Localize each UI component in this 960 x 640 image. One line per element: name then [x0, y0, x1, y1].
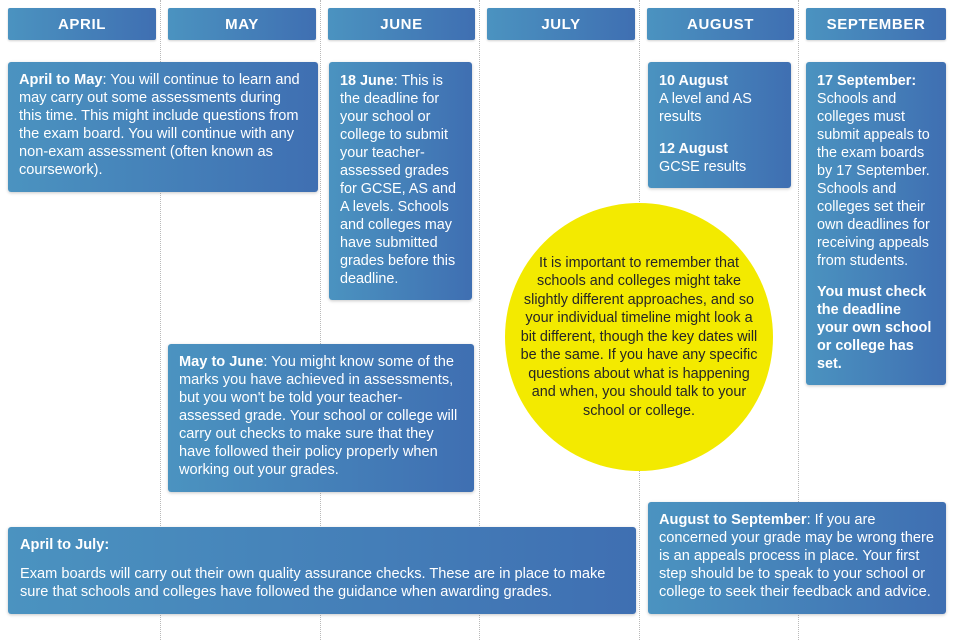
card-april-to-july-body: Exam boards will carry out their own quality assurance checks. These are in place to make sure that schools and colleges have followed the guidance when awarding grades.	[20, 565, 606, 600]
month-header-july	[487, 8, 635, 40]
card-august-to-september	[648, 502, 946, 614]
card-may-to-june-body: : You might know some of the marks you have achieved in assessments, but you won't be told your teacher-assessed grade. Your school or college will carry out checks to make sure that they have followed their policy properly when working out your grades.	[179, 354, 458, 478]
month-header-september	[806, 8, 946, 40]
month-header-august	[647, 8, 794, 40]
card-may-to-june	[168, 344, 474, 492]
card-17-september-emphasis: You must check the deadline your own school or college has set.	[817, 284, 932, 372]
card-august-results	[648, 62, 791, 188]
card-april-to-may-body: : You will continue to learn and may carry out some assessments during this time. This might include questions from the exam board. You will continue with any non-exam assessment (often known as coursework).	[19, 72, 300, 178]
card-april-to-july	[8, 527, 636, 614]
month-label-may: MAY	[225, 15, 259, 33]
card-18-june-lead: 18 June	[340, 73, 394, 89]
card-august-lead-2: 12 August	[659, 141, 729, 157]
month-header-may	[168, 8, 316, 40]
month-header-april	[8, 8, 156, 40]
card-17-september-lead: 17 September:	[817, 73, 917, 89]
card-august-block-1	[659, 72, 780, 126]
card-april-to-may-lead: April to May	[19, 72, 103, 88]
card-17-september-text	[817, 72, 935, 270]
card-18-june	[329, 62, 472, 300]
card-may-to-june-text	[179, 354, 463, 480]
card-april-to-july-lead: April to July:	[20, 537, 110, 553]
card-18-june-body: : This is the deadline for your school or college to submit your teacher-assessed grades for GCSE, AS and A levels. Schools and colleges may have submitted grades before this deadline.	[340, 73, 456, 287]
card-april-to-may	[8, 62, 318, 192]
month-label-june: JUNE	[380, 15, 423, 33]
card-august-lead-1: 10 August	[659, 73, 729, 89]
card-17-september	[806, 62, 946, 385]
card-august-to-september-body: : If you are concerned your grade may be wrong there is an appeals process in place. Your first step should be to speak to your school or college to seek their feedback and advice.	[659, 512, 935, 600]
card-august-to-september-lead: August to September	[659, 512, 807, 528]
card-august-body-1: A level and AS results	[659, 91, 752, 125]
month-label-september: SEPTEMBER	[826, 15, 926, 33]
card-august-to-september-text	[659, 512, 935, 602]
month-label-august: AUGUST	[687, 15, 754, 33]
month-label-april: APRIL	[58, 15, 106, 33]
card-may-to-june-lead: May to June	[179, 354, 264, 370]
important-note-text: It is important to remember that schools and colleges might take slightly different approaches, and so your individual timeline might look a bit different, though the key dates will be the same. If you have any specific questions about what is happening and when, you should talk to your school or college.	[520, 255, 758, 419]
card-18-june-text	[340, 72, 461, 288]
card-april-to-may-text	[19, 72, 307, 180]
card-august-block-2	[659, 140, 780, 176]
month-label-july: JULY	[541, 15, 581, 33]
card-august-body-2: GCSE results	[659, 159, 747, 175]
important-note-circle	[505, 203, 773, 471]
card-17-september-body: Schools and colleges must submit appeals to the exam boards by 17 September. Schools and colleges set their own deadlines for receiving appeals from students.	[817, 91, 930, 269]
month-header-june	[328, 8, 475, 40]
